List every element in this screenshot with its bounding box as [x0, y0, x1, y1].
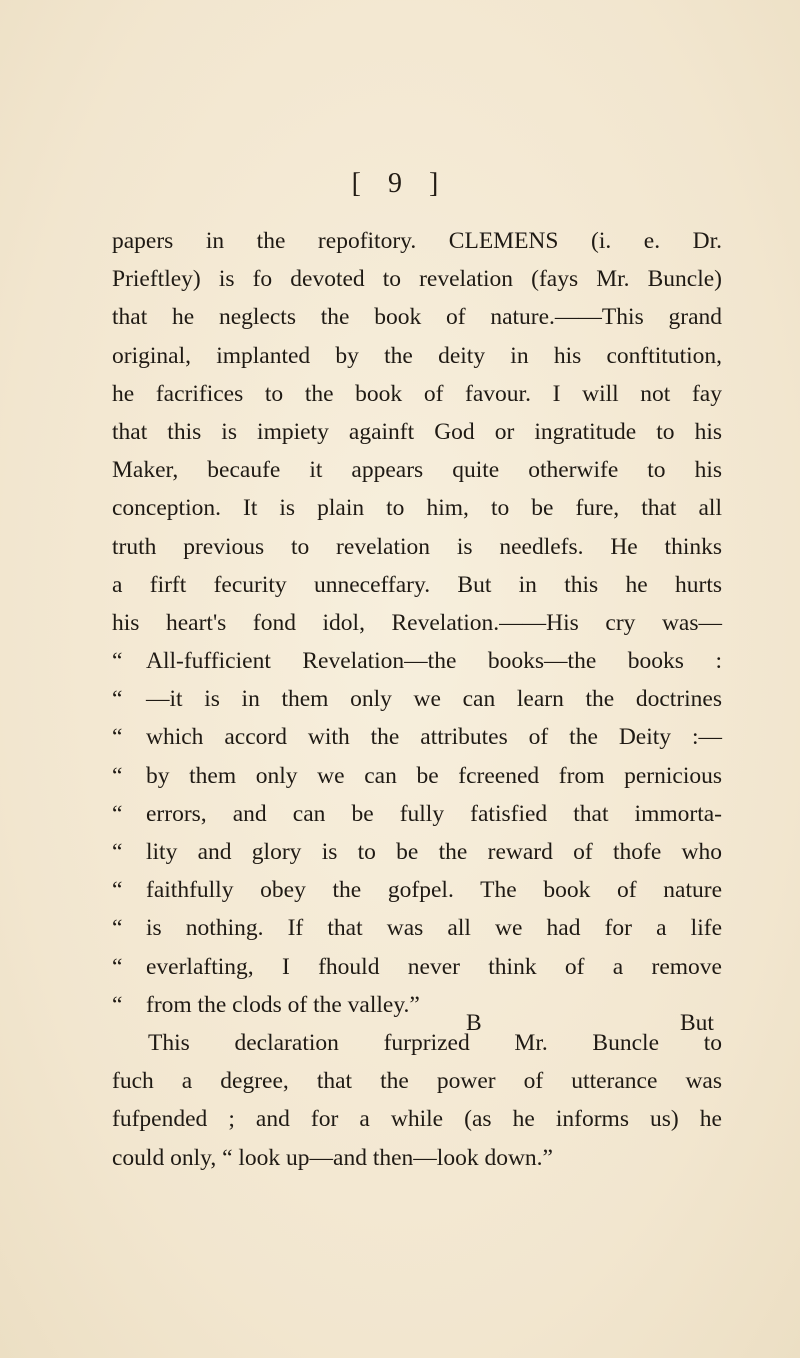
text-line: original, implanted by the deity in his conftitution,	[112, 342, 722, 369]
quote-line	[112, 948, 722, 986]
quote-line	[112, 795, 722, 833]
text-line: he facrifices to the book of favour. I will not fay	[112, 380, 722, 407]
text-line: Maker, becaufe it appears quite otherwife to his	[112, 457, 722, 484]
paragraph-start-line: This declaration furprized Mr. Buncle to	[148, 1029, 722, 1056]
quote-mark: “	[112, 762, 123, 789]
quote-text: from the clods of the valley.”	[146, 991, 420, 1018]
quote-text: All-fufficient Revelation—the books—the books :	[146, 648, 722, 675]
catchword: But	[680, 1010, 714, 1036]
quote-mark: “	[112, 686, 123, 713]
quote-mark: “	[112, 800, 123, 827]
quote-text: —it is in them only we can learn the doctrines	[146, 686, 722, 713]
page-footer	[0, 1010, 800, 1050]
text-line: that he neglects the book of nature.——This grand	[112, 304, 722, 331]
quote-text: faithfully obey the gofpel. The book of nature	[146, 877, 722, 904]
quote-line	[112, 757, 722, 795]
quote-line	[112, 909, 722, 947]
text-line: that this is impiety againft God or ingratitude to his	[112, 418, 722, 445]
text-line: papers in the repofitory. CLEMENS (i. e. Dr.	[112, 228, 722, 254]
quote-line	[112, 833, 722, 871]
text-line: could only, “ look up—and then—look down.”	[112, 1144, 553, 1171]
quote-text: everlafting, I fhould never think of a remove	[146, 953, 722, 980]
quote-mark: “	[112, 648, 123, 675]
quote-text: is nothing. If that was all we had for a life	[146, 915, 722, 942]
quote-text: which accord with the attributes of the Deity :—	[146, 724, 722, 751]
quote-line	[112, 642, 722, 680]
signature-mark: B	[466, 1010, 482, 1036]
text-line: fuch a degree, that the power of utterance was	[112, 1068, 722, 1095]
quote-mark: “	[112, 839, 123, 865]
text-line: Prieftley) is fo devoted to revelation (fays Mr. Buncle)	[112, 266, 722, 293]
quote-line	[112, 871, 722, 909]
text-line: conception. It is plain to him, to be fure, that all	[112, 495, 722, 522]
quote-mark: “	[112, 991, 123, 1018]
text-line: a firft fecurity unneceffary. But in this he hurts	[112, 571, 722, 598]
quote-line	[112, 718, 722, 756]
quote-mark: “	[112, 724, 123, 751]
text-line: truth previous to revelation is needlefs. He thinks	[112, 533, 722, 560]
quote-text: errors, and can be fully fatisfied that immorta-	[146, 800, 722, 827]
quote-mark: “	[112, 953, 123, 980]
quote-text: by them only we can be fcreened from pernicious	[146, 762, 722, 789]
quote-line	[112, 680, 722, 718]
quote-text: lity and glory is to be the reward of thofe who	[146, 839, 722, 865]
quote-mark: “	[112, 877, 123, 904]
text-line: his heart's fond idol, Revelation.——His cry was—	[112, 609, 722, 636]
page-number: [ 9 ]	[351, 168, 449, 199]
text-line: fufpended ; and for a while (as he informs us) he	[112, 1106, 722, 1133]
quote-mark: “	[112, 915, 123, 942]
